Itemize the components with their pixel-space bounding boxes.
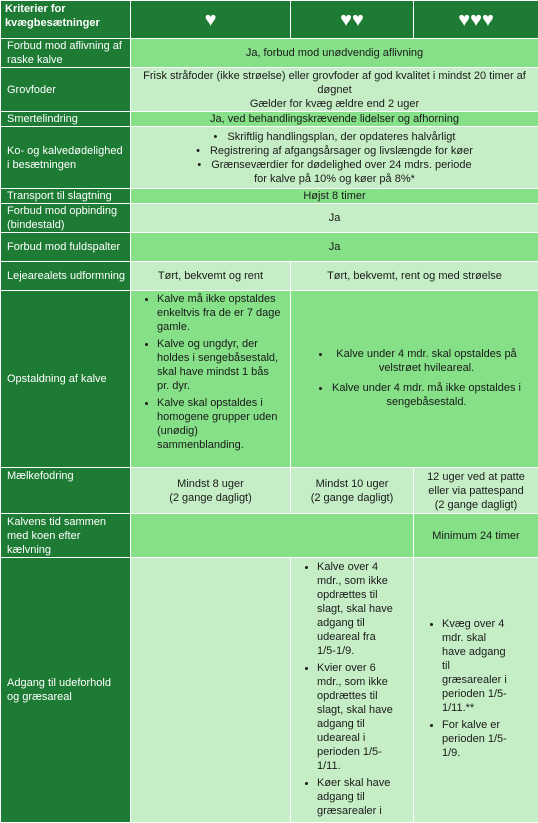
row-maelk bbox=[1, 468, 538, 514]
level-2-hearts-icon: ♥♥ bbox=[291, 1, 414, 39]
row-label: Grovfoder bbox=[1, 68, 131, 112]
value-line: for kalve på 10% og køer på 8%* bbox=[135, 172, 534, 186]
row-value bbox=[131, 68, 538, 112]
row-value-level-2-3 bbox=[291, 291, 538, 468]
bullet-list bbox=[291, 560, 413, 818]
row-value: Ja bbox=[131, 233, 538, 262]
row-opbinding bbox=[1, 204, 538, 233]
header-row bbox=[1, 1, 538, 39]
row-doedelighed bbox=[1, 127, 538, 189]
row-value: Ja bbox=[131, 204, 538, 233]
row-label: Mælkefodring bbox=[1, 468, 131, 514]
row-spalter bbox=[1, 233, 538, 262]
row-label: Adgang til udeforhold og græsareal bbox=[1, 558, 131, 823]
row-leje bbox=[1, 262, 538, 291]
list-item: • Kalve og ungdyr, der holdes i sengebåsestald, skal have mindst 1 bås pr. dyr. bbox=[157, 337, 284, 393]
row-value-level-1: Tørt, bekvemt og rent bbox=[131, 262, 291, 291]
row-tid bbox=[1, 514, 538, 558]
row-opstaldning bbox=[1, 291, 538, 468]
row-value-level-1 bbox=[131, 291, 291, 468]
row-label: Lejearealets udformning bbox=[1, 262, 131, 291]
list-item: • Kvæg over 4 mdr. skal have adgang til græsarealer i perioden 1/5-1/11.** bbox=[442, 617, 512, 715]
row-value bbox=[131, 127, 538, 189]
list-item: • Kvier over 6 mdr., som ikke opdrættes til slagt, skal have adgang til udeareal i perioden 1/5-1/11. bbox=[317, 661, 393, 773]
level-3-hearts-icon: ♥♥♥ bbox=[414, 1, 538, 39]
list-item: • Kalve skal opstaldes i homogene grupper uden (unødig) sammenblanding. bbox=[157, 396, 284, 452]
row-udefor bbox=[1, 558, 538, 823]
value-line: (2 gange dagligt) bbox=[418, 498, 534, 512]
value-line: Gælder for kvæg ældre end 2 uger bbox=[135, 97, 534, 111]
list-item: • Kalve må ikke opstaldes enkeltvis fra de er 7 dage gamle. bbox=[157, 292, 284, 334]
bullet-list bbox=[291, 347, 538, 409]
row-aflivning bbox=[1, 39, 538, 68]
row-value-level-3 bbox=[414, 468, 538, 514]
value-line: 12 uger ved at patte eller via pattespand bbox=[418, 470, 534, 498]
value-line: Frisk stråfoder (ikke strøelse) eller grovfoder af god kvalitet i mindst 20 timer af døgnet bbox=[135, 69, 534, 97]
list-item: • Kalve under 4 mdr. må ikke opstaldes i sengebåsestald. bbox=[331, 381, 522, 409]
row-value-level-3 bbox=[414, 558, 538, 823]
value-line: (2 gange dagligt) bbox=[135, 491, 286, 505]
row-value-level-1 bbox=[131, 558, 291, 823]
list-item: • Kalve under 4 mdr. skal opstaldes på velstrøet hvileareal. bbox=[331, 347, 522, 375]
row-label: Kalvens tid sammen med koen efter kælvning bbox=[1, 514, 131, 558]
row-label: Forbud mod aflivning af raske kalve bbox=[1, 39, 131, 68]
row-value: Højst 8 timer bbox=[131, 189, 538, 204]
row-value-level-1 bbox=[131, 468, 291, 514]
list-item: • Registrering af afgangsårsager og livslængde for køer bbox=[135, 144, 534, 158]
value-line: Mindst 8 uger bbox=[135, 477, 286, 491]
row-value: Ja, ved behandlingskrævende lidelser og afhorning bbox=[131, 112, 538, 127]
level-1-hearts-icon: ♥ bbox=[131, 1, 291, 39]
row-transport bbox=[1, 189, 538, 204]
row-value-level-1-2 bbox=[131, 514, 414, 558]
row-label: Smertelindring bbox=[1, 112, 131, 127]
row-value-level-2-3: Tørt, bekvemt, rent og med strøelse bbox=[291, 262, 538, 291]
row-value-level-2 bbox=[291, 468, 414, 514]
row-value-level-3: Minimum 24 timer bbox=[414, 514, 538, 558]
list-item: • Grænseværdier for dødelighed over 24 mdrs. periode bbox=[135, 158, 534, 172]
value-line: (2 gange dagligt) bbox=[295, 491, 409, 505]
value-line: Mindst 10 uger bbox=[295, 477, 409, 491]
bullet-list bbox=[414, 617, 538, 760]
bullet-list bbox=[135, 130, 534, 172]
row-label: Ko- og kalvedødelighed i besætningen bbox=[1, 127, 131, 189]
bullet-list bbox=[131, 292, 290, 452]
row-smerte bbox=[1, 112, 538, 127]
row-label: Forbud mod opbinding (bindestald) bbox=[1, 204, 131, 233]
row-label: Forbud mod fuldspalter bbox=[1, 233, 131, 262]
row-label: Transport til slagtning bbox=[1, 189, 131, 204]
list-item: • Skriftlig handlingsplan, der opdateres halvårligt bbox=[135, 130, 534, 144]
row-value-level-2 bbox=[291, 558, 414, 823]
table-title: Kriterier for kvægbesætninger bbox=[1, 1, 131, 39]
list-item: • Kalve over 4 mdr., som ikke opdrættes til slagt, skal have adgang til udeareal fra 1/5-1/9. bbox=[317, 560, 393, 658]
list-item: • Køer skal have adgang til græsarealer i bbox=[317, 776, 393, 818]
list-item: • For kalve er perioden 1/5-1/9. bbox=[442, 718, 512, 760]
row-value: Ja, forbud mod unødvendig aflivning bbox=[131, 39, 538, 68]
row-label: Opstaldning af kalve bbox=[1, 291, 131, 468]
row-grovfoder bbox=[1, 68, 538, 112]
